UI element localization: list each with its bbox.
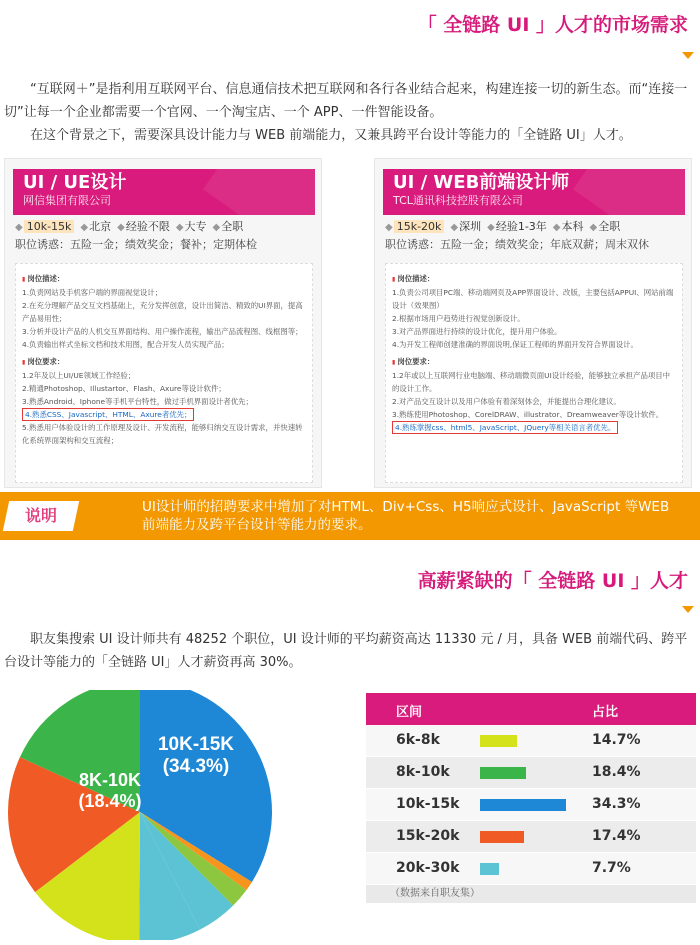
note-banner — [0, 492, 700, 540]
desc-heading: ▮ 岗位描述： — [392, 272, 676, 286]
table-row — [366, 789, 696, 821]
header-share: 占比 — [592, 705, 619, 720]
salary-pie-chart — [0, 690, 300, 940]
job-description-sheet — [15, 263, 313, 483]
row-percent: 14.7% — [592, 732, 641, 748]
tag-icon: ◆ — [117, 222, 125, 233]
table-header — [366, 693, 696, 725]
tag-icon: ◆ — [552, 222, 561, 233]
job-tags — [15, 219, 243, 236]
tag-icon: ◆ — [589, 222, 598, 233]
job-benefits: 职位诱惑：五险一金；绩效奖金；年底双薪；周末双休 — [385, 238, 649, 251]
req-heading: ▮ 岗位要求： — [392, 355, 676, 369]
desc-item: 3.分析并设计产品的人机交互界面结构、用户操作流程，输出产品流程图、线框图等； — [22, 327, 303, 336]
pie-label-8k-10k-pct: (18.4%) — [78, 791, 142, 811]
row-bar — [480, 863, 499, 875]
salary-paragraph — [4, 628, 694, 674]
table-row — [366, 853, 696, 885]
tag-icon: ◆ — [385, 222, 393, 233]
row-percent: 18.4% — [592, 764, 641, 780]
row-range: 6k-8k — [396, 732, 440, 748]
salary-table — [366, 693, 696, 903]
req-item: 2.对产品交互设计以及用户体验有着深刻体会，并能提出合理化建议。 — [392, 397, 621, 406]
job-card-header — [383, 169, 685, 215]
req-heading: ▮ 岗位要求： — [22, 355, 306, 369]
data-source: （数据来自职友集） — [366, 885, 696, 903]
job-tag: ◆ 15k-20k — [385, 219, 444, 236]
triangle-icon — [682, 52, 694, 59]
job-benefits: 职位诱惑：五险一金；绩效奖金；餐补；定期体检 — [15, 238, 257, 251]
table-row — [366, 821, 696, 853]
job-company: 网信集团有限公司 — [23, 194, 111, 207]
tag-icon: ◆ — [487, 222, 495, 233]
table-row — [366, 757, 696, 789]
tag-icon: ◆ — [450, 222, 459, 233]
job-title: UI / WEB前端设计师 — [393, 172, 570, 193]
row-range: 15k-20k — [396, 828, 460, 844]
desc-item: 2.根据市场用户趋势进行视觉创新设计。 — [392, 314, 525, 323]
job-tag: ◆全职 — [589, 220, 621, 233]
tag-icon: ◆ — [212, 222, 221, 233]
intro-text-1: “互联网＋”是指利用互联网平台、信息通信技术把互联网和各行各业结合起来，构建连接一切的新生态。而“连接一切”让每一个企业都需要一个官网、一个淘宝店、一个 APP、一件智能设备。 — [4, 82, 688, 120]
job-tag: ◆大专 — [175, 220, 207, 233]
job-card — [4, 158, 322, 488]
tag-icon: ◆ — [80, 222, 89, 233]
desc-item: 1.负责公司项目PC端、移动端网页及APP界面设计、改版，主要包括APPUI、网站前端设计（效果图） — [392, 288, 674, 310]
row-percent: 17.4% — [592, 828, 641, 844]
intro-text-2: 在这个背景之下，需要深具设计能力与 WEB 前端能力，又兼具跨平台设计等能力的「全链路 UI」人才。 — [30, 128, 632, 143]
job-tag: ◆经验不限 — [117, 220, 170, 233]
req-item: 2.精通Photoshop、Illustartor、Flash、Axure等设计软件； — [22, 384, 226, 393]
desc-heading: ▮ 岗位描述： — [22, 272, 306, 286]
tag-icon: ◆ — [15, 222, 23, 233]
job-card-header — [13, 169, 315, 215]
job-description-sheet — [385, 263, 683, 483]
job-tag: ◆全职 — [212, 220, 244, 233]
table-row — [366, 725, 696, 757]
job-tag: ◆本科 — [552, 220, 584, 233]
job-tags — [385, 219, 620, 236]
pie-label-10k-15k: 10K-15K — [157, 734, 235, 755]
note-text: UI设计师的招聘要求中增加了对HTML、Div+Css、H5响应式设计、JavaScript 等WEB前端能力及跨平台设计等能力的要求。 — [142, 499, 670, 533]
job-tag: ◆ 10k-15k — [15, 219, 74, 236]
note-badge: 说明 — [3, 501, 79, 531]
row-bar — [480, 767, 526, 779]
row-range: 10k-15k — [396, 796, 460, 812]
job-tag: ◆北京 — [80, 220, 112, 233]
desc-item: 4.负责输出样式坐标文档和技术用图，配合开发人员实现产品； — [22, 340, 229, 349]
row-range: 20k-30k — [396, 860, 460, 876]
intro-paragraph — [4, 78, 694, 147]
row-percent: 7.7% — [592, 860, 631, 876]
section-title-high-salary: 高薪紧缺的「 全链路 UI 」人才 — [417, 570, 688, 592]
job-tag: ◆深圳 — [450, 220, 482, 233]
desc-item: 2.在充分理解产品交互文档基础上，充分发挥创意，设计出简洁、精致的UI界面，提高产品易用性； — [22, 301, 303, 323]
tag-icon: ◆ — [175, 222, 184, 233]
row-range: 8k-10k — [396, 764, 450, 780]
row-bar — [480, 831, 524, 843]
desc-item: 1.负责网站及手机客户端的界面视觉设计； — [22, 288, 163, 297]
desc-item: 3.对产品界面进行持续的设计优化，提升用户体验。 — [392, 327, 562, 336]
salary-text: 职友集搜索 UI 设计师共有 48252 个职位，UI 设计师的平均薪资高达 11330 元 / 月，具备 WEB 前端代码、跨平台设计等能力的「全链路 UI」人才薪资再高 30%。 — [4, 632, 688, 670]
row-bar — [480, 735, 517, 747]
req-highlight: 4.熟练掌握css、html5、JavaScript、JQuery等相关语言者优先。 — [392, 421, 618, 434]
job-card — [374, 158, 692, 488]
job-title: UI / UE设计 — [23, 172, 127, 193]
job-tag: ◆经验1-3年 — [487, 220, 547, 233]
row-bar — [480, 799, 566, 811]
triangle-icon — [682, 606, 694, 613]
req-item: 3.熟练使用Photoshop、CorelDRAW、illustrator、Dreamweaver等设计软件。 — [392, 410, 664, 419]
pie-label-8k-10k: 8K-10K — [78, 770, 142, 790]
row-percent: 34.3% — [592, 796, 641, 812]
req-item: 5.熟悉用户体验设计的工作原理及设计、开发流程，能够归纳交互设计需求，并快速转化系统界面架构和交互流程； — [22, 423, 303, 445]
desc-item: 4.为开发工程师创建准确的界面说明,保证工程师的界面开发符合界面设计。 — [392, 340, 638, 349]
req-highlight: 4.熟悉CSS、Javascript、HTML、Axure者优先； — [22, 408, 194, 421]
req-item: 1.2年及以上UI/UE领域工作经验； — [22, 371, 136, 380]
pie-label-10k-15k-pct: (34.3%) — [162, 756, 230, 777]
req-item: 1.2年或以上互联网行业电脑端、移动端微页面UI设计经验，能够独立承担产品项目中的设计工作。 — [392, 371, 671, 393]
job-company: TCL通讯科技控股有限公司 — [393, 194, 523, 207]
header-range: 区间 — [396, 705, 423, 720]
req-item: 3.熟悉Android、Iphone等手机平台特性，做过手机界面设计者优先； — [22, 397, 253, 406]
section-title-market-demand: 「 全链路 UI 」人才的市场需求 — [417, 14, 688, 36]
